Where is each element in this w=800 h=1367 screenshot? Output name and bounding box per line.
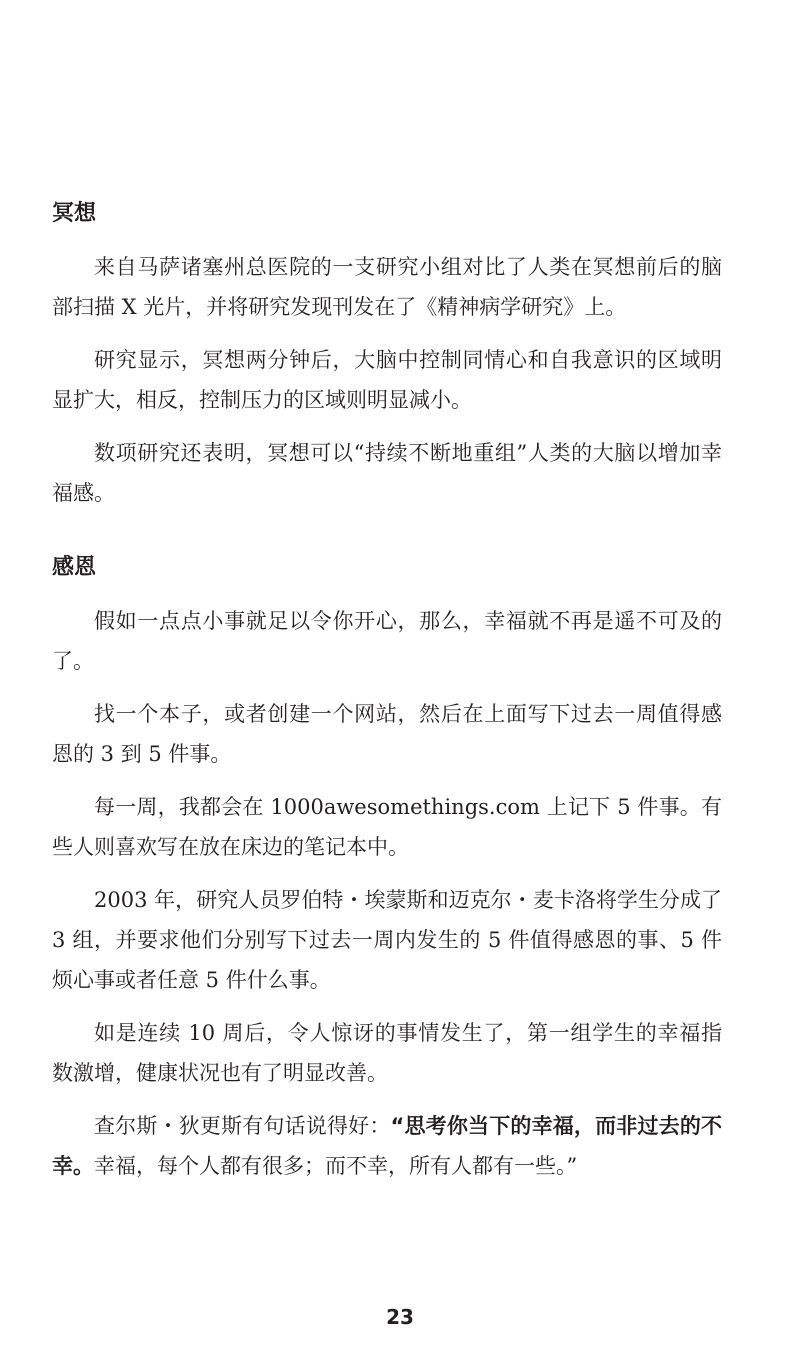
page-number: 23 — [386, 1305, 414, 1329]
spacer — [52, 327, 722, 340]
closing-quote-paragraph — [52, 1106, 722, 1186]
spacer — [52, 1000, 722, 1013]
spacer — [52, 867, 722, 880]
spacer — [52, 774, 722, 787]
spacer — [52, 420, 722, 433]
spacer — [52, 1093, 722, 1106]
section-heading-meditation: 冥想 — [52, 201, 97, 226]
paragraph: 研究显示，冥想两分钟后，大脑中控制同情心和自我意识的区域明显扩大，相反，控制压力的区域则明显减小。 — [52, 348, 722, 412]
paragraph: 2003 年，研究人员罗伯特・埃蒙斯和迈克尔・麦卡洛将学生分成了 3 组，并要求他们分别写下过去一周内发生的 5 件值得感恩的事、5 件烦心事或者任意 5 件什么事。 — [52, 888, 722, 992]
text-column — [52, 194, 722, 1186]
quote-intro: 查尔斯・狄更斯有句话说得好： — [94, 1114, 391, 1138]
paragraph: 数项研究还表明，冥想可以“持续不断地重组”人类的大脑以增加幸福感。 — [52, 441, 722, 505]
spacer — [52, 588, 722, 601]
paragraph: 每一周，我都会在 1000awesomethings.com 上记下 5 件事。有些人则喜欢写在放在床边的笔记本中。 — [52, 795, 722, 859]
paragraph: 如是连续 10 周后，令人惊讶的事情发生了，第一组学生的幸福指数激增，健康状况也有了明显改善。 — [52, 1021, 722, 1085]
spacer — [52, 513, 722, 548]
quote-bold-part-1: “思考你当下的幸福，而非过去的不幸。 — [52, 1114, 722, 1178]
spacer — [52, 681, 722, 694]
quote-rest: 幸福，每个人都有很多；而不幸，所有人都有一些。” — [94, 1154, 578, 1178]
section-heading-gratitude: 感恩 — [52, 555, 97, 580]
paragraph: 假如一点点小事就足以令你开心，那么，幸福就不再是遥不可及的了。 — [52, 609, 722, 673]
spacer — [52, 234, 722, 247]
paragraph: 找一个本子，或者创建一个网站，然后在上面写下过去一周值得感恩的 3 到 5 件事。 — [52, 702, 722, 766]
paragraph: 来自马萨诸塞州总医院的一支研究小组对比了人类在冥想前后的脑部扫描 X 光片，并将研究发现刊发在了《精神病学研究》上。 — [52, 255, 722, 319]
